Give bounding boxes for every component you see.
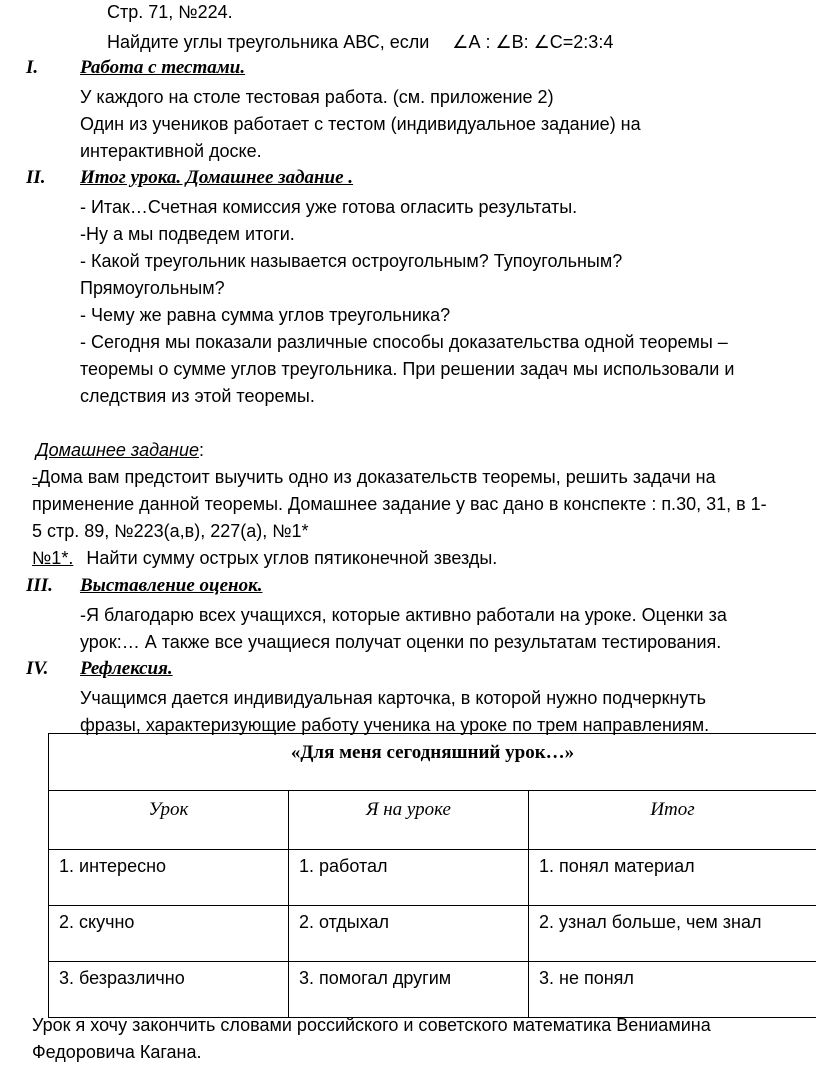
section-2-number: II.: [26, 167, 46, 188]
section-3-line: -Я благодарю всех учащихся, которые активно работали на уроке. Оценки за: [80, 605, 727, 625]
angle-a: А :: [468, 32, 491, 52]
section-2-line: - Чему же равна сумма углов треугольника?: [80, 305, 451, 325]
homework-title: Домашнее задание: [36, 440, 199, 460]
section-4-number: IV.: [26, 658, 49, 679]
section-2-line: теоремы о сумме углов треугольника. При решении задач мы использовали и: [80, 359, 735, 379]
section-1-number: I.: [26, 57, 39, 78]
task-statement: [107, 31, 613, 53]
section-3-line: урок:… А также все учащиеся получат оценки по результатам тестирования.: [80, 632, 722, 652]
section-1-title: Работа с тестами.: [80, 57, 246, 78]
homework-line: применение данной теоремы. Домашнее задание у вас дано в конспекте : п.30, 31, в 1-: [32, 494, 767, 514]
task-reference: Стр. 71, №224.: [107, 2, 233, 22]
angle-icon: ∠: [452, 32, 469, 52]
reflection-card-table: [48, 733, 816, 1018]
table-row: [49, 734, 816, 791]
homework-extra-label: №1*.: [32, 548, 74, 568]
table-cell: 3. помогал другим: [289, 962, 529, 1018]
section-4-title: Рефлексия.: [80, 658, 173, 679]
section-2-line: Прямоугольным?: [80, 278, 225, 298]
homework-colon: :: [198, 440, 204, 460]
column-header: Я на уроке: [289, 791, 529, 850]
section-2-line: - Итак…Счетная комиссия уже готова огласить результаты.: [80, 197, 578, 217]
section-1-line: интерактивной доске.: [80, 141, 262, 161]
angle-icon: ∠: [533, 32, 550, 52]
angle-b: В:: [511, 32, 529, 52]
closing-line: Урок я хочу закончить словами российского и советского математика Вениамина: [32, 1015, 711, 1035]
homework-dash: -: [32, 467, 38, 487]
table-cell: 1. работал: [289, 850, 529, 906]
section-3-title: Выставление оценок.: [80, 575, 263, 596]
homework-text: Дома вам предстоит выучить одно из доказательств теоремы, решить задачи на: [38, 467, 716, 487]
table-row: [49, 906, 816, 962]
section-3-number: III.: [26, 575, 53, 596]
table-cell: 2. скучно: [49, 906, 289, 962]
section-2-line: - Сегодня мы показали различные способы доказательства одной теоремы –: [80, 332, 728, 352]
homework-extra-text: Найти сумму острых углов пятиконечной звезды.: [86, 548, 498, 568]
section-2-title: Итог урока. Домашнее задание .: [80, 167, 354, 188]
section-1-line: У каждого на столе тестовая работа. (см. приложение 2): [80, 87, 554, 107]
column-header: Урок: [49, 791, 289, 850]
table-cell: 2. отдыхал: [289, 906, 529, 962]
table-row: [49, 850, 816, 906]
card-title: «Для меня сегодняшний урок…»: [49, 734, 816, 791]
section-4-line: фразы, характеризующие работу ученика на уроке по трем направлениям.: [80, 715, 710, 735]
section-4-line: Учащимся дается индивидуальная карточка, в которой нужно подчеркнуть: [80, 688, 707, 708]
table-header-row: [49, 791, 816, 850]
section-2-line: - Какой треугольник называется остроугольным? Тупоугольным?: [80, 251, 623, 271]
table-cell: 1. интересно: [49, 850, 289, 906]
homework-line: [32, 466, 716, 488]
closing-line: Федоровича Кагана.: [32, 1042, 202, 1062]
table-row: [49, 962, 816, 1018]
angle-icon: ∠: [495, 32, 512, 52]
table-cell: 3. безразлично: [49, 962, 289, 1018]
homework-heading: [36, 439, 204, 461]
table-cell: 2. узнал больше, чем знал: [529, 906, 816, 962]
section-2-line: следствия из этой теоремы.: [80, 386, 315, 406]
section-1-line: Один из учеников работает с тестом (индивидуальное задание) на: [80, 114, 641, 134]
table-cell: 1. понял материал: [529, 850, 816, 906]
column-header: Итог: [529, 791, 816, 850]
section-2-line: -Ну а мы подведем итоги.: [80, 224, 295, 244]
homework-line: 5 стр. 89, №223(а,в), 227(а), №1*: [32, 521, 309, 541]
angle-c: С=2:3:4: [549, 32, 614, 52]
table-cell: 3. не понял: [529, 962, 816, 1018]
task-prefix: Найдите углы треугольника АВС, если: [107, 32, 430, 52]
homework-extra: [32, 547, 497, 569]
